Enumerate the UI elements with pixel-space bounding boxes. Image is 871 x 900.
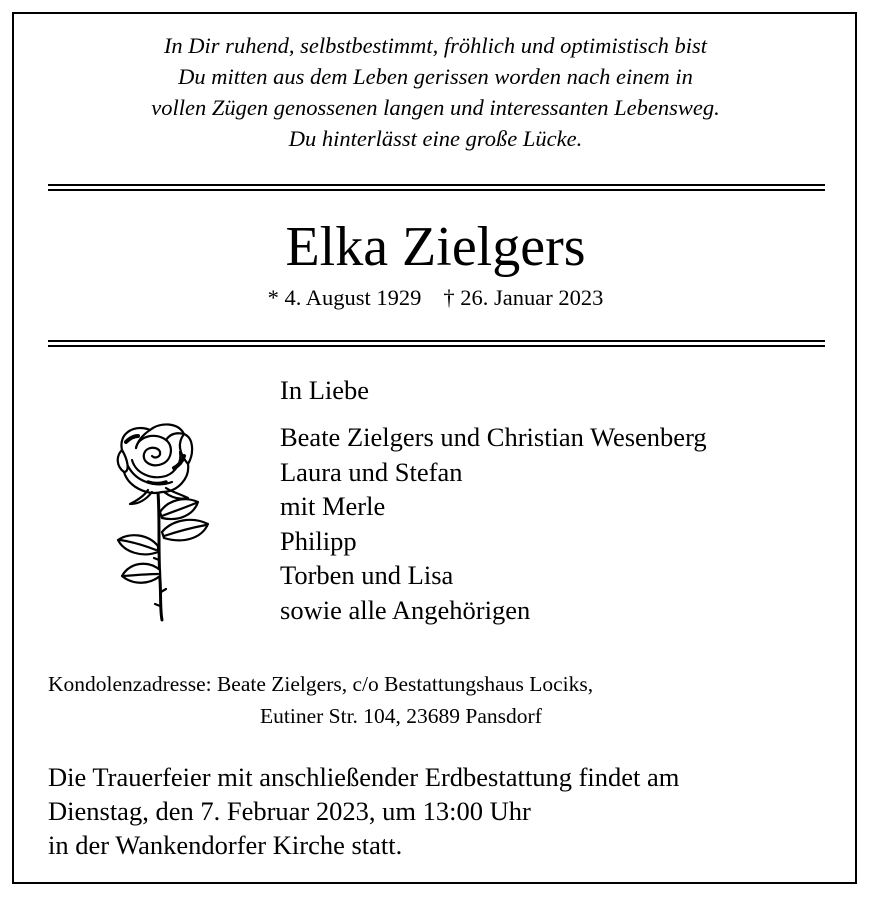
ceremony-line: in der Wankendorfer Kirche statt. bbox=[48, 830, 403, 860]
ceremony-line: Dienstag, den 7. Februar 2023, um 13:00 Uhr bbox=[48, 796, 531, 826]
mourners-heading: In Liebe bbox=[280, 375, 370, 405]
condolence-line-2: Eutiner Str. 104, 23689 Pansdorf bbox=[260, 704, 542, 728]
ceremony-line: Die Trauerfeier mit anschließender Erdbestattung findet am bbox=[48, 762, 680, 792]
poem-line: In Dir ruhend, selbstbestimmt, fröhlich und optimistisch bist bbox=[163, 33, 708, 58]
deceased-name: Elka Zielgers bbox=[285, 216, 586, 278]
mourner-line: Beate Zielgers und Christian Wesenberg bbox=[280, 422, 707, 452]
mourner-line: Philipp bbox=[280, 525, 357, 556]
poem-line: vollen Zügen genossenen langen und interessanten Lebensweg. bbox=[151, 95, 720, 120]
rose-icon bbox=[108, 420, 218, 625]
poem-line: Du hinterlässt eine große Lücke. bbox=[288, 126, 583, 151]
life-dates bbox=[0, 283, 871, 313]
poem-line: Du mitten aus dem Leben gerissen worden nach einem in bbox=[178, 64, 693, 89]
birth-date: * 4. August 1929 bbox=[267, 285, 422, 310]
double-rule-bottom bbox=[48, 340, 825, 347]
funeral-announcement bbox=[48, 760, 679, 862]
memorial-poem bbox=[0, 30, 871, 154]
mourners-list bbox=[280, 420, 707, 628]
mourner-line: mit Merle bbox=[280, 491, 386, 522]
mourner-line: sowie alle Angehörigen bbox=[280, 594, 531, 625]
mourner-line: Torben und Lisa bbox=[280, 560, 454, 591]
death-date: † 26. Januar 2023 bbox=[443, 285, 604, 310]
mourner-line: Laura und Stefan bbox=[280, 456, 463, 487]
condolence-address bbox=[48, 668, 593, 732]
condolence-line-1: Kondolenzadresse: Beate Zielgers, c/o Bestattungshaus Lociks, bbox=[48, 672, 594, 696]
double-rule-top bbox=[48, 184, 825, 191]
